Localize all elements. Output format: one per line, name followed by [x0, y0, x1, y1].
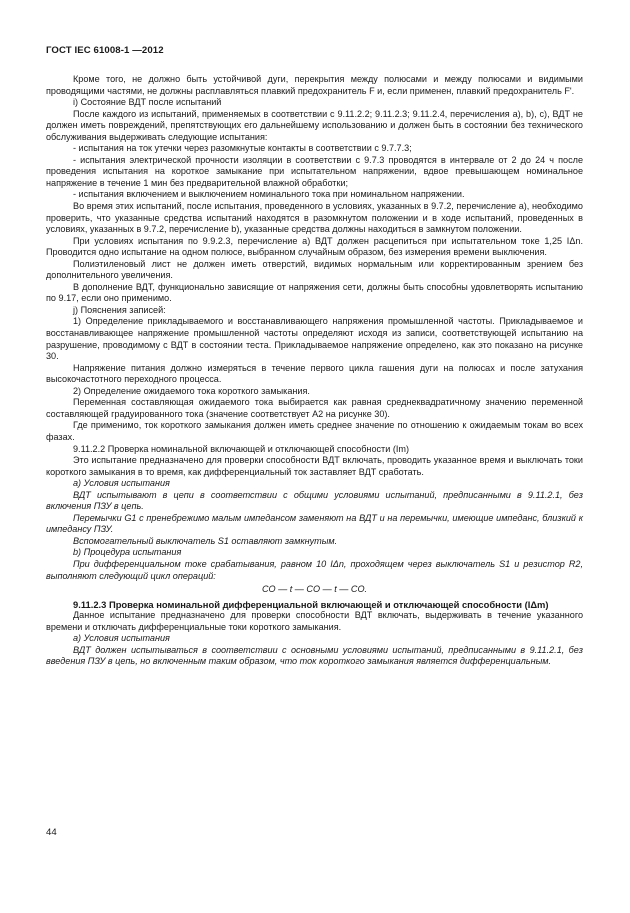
paragraph: Переменная составляющая ожидаемого тока выбирается как равная среднеквадратичному значению переменной составляющей градуированного тока (значение соответствует A2 на рисунке 30).	[46, 397, 583, 419]
paragraph: i) Состояние ВДТ после испытаний	[73, 97, 222, 108]
paragraph: b) Процедура испытания	[73, 547, 182, 558]
paragraph: а) Условия испытания	[73, 478, 170, 489]
paragraph: Данное испытание предназначено для проверки способности ВДТ включать, выдерживать в течение указанного времени и отключать дифференциальные токи короткого замыкания.	[46, 610, 583, 632]
section-heading: 9.11.2.2 Проверка номинальной включающей и отключающей способности (Im)	[73, 443, 409, 454]
paragraph: В дополнение ВДТ, функционально зависящие от напряжения сети, должны быть способны удовлетворять испытанию по 9.17, если оно применимо.	[46, 281, 583, 304]
paragraph: После каждого из испытаний, применяемых в соответствии с 9.11.2.2; 9.11.2.3; 9.11.2.4, перечисления а), b), с), ВДТ не должен иметь повреждений, препятствующих его дальнейшему использованию и должен быть в состоянии без технического обслуживания выдерживать следующие испытания:	[46, 108, 583, 142]
paragraph: Вспомогательный выключатель S1 оставляют замкнутым.	[73, 535, 338, 546]
standard-header: ГОСТ IEC 61008-1 —2012	[46, 45, 164, 56]
paragraph: 1) Определение прикладываемого и восстанавливающего напряжения промышленной частоты. Прикладываемое и восстанавливающее напряжение промышленной частоты определяют исходя из записи, соответствующей испытанию на разрушение, проводимому с ВДТ в состоянии теста. Прикладываемое напряжение определено, как это показано на рисунке 30.	[46, 316, 583, 362]
paragraph: Где применимо, ток короткого замыкания должен иметь среднее значение по отношению к ожидаемым токам во всех фазах.	[46, 420, 583, 442]
paragraph: ВДТ испытывают в цепи в соответствии с общими условиями испытаний, предписанными в 9.11.2.1, без включения ПЗУ в цепь.	[46, 489, 583, 512]
section-heading: 9.11.2.3 Проверка номинальной дифференциальной включающей и отключающей способности (IΔm)	[73, 598, 549, 610]
body-text	[46, 74, 583, 668]
paragraph: - испытания включением и выключением номинального тока при номинальном напряжении.	[73, 189, 465, 200]
paragraph: а) Условия испытания	[73, 633, 170, 644]
paragraph: 2) Определение ожидаемого тока короткого замыкания.	[73, 385, 310, 396]
paragraph: Перемычки G1 с пренебрежимо малым импедансом заменяют на ВДТ и на перемычки, имеющие импеданс, близкий к импедансу ПЗУ.	[46, 512, 583, 535]
paragraph: ВДТ должен испытываться в соответствии с основными условиями испытаний, предписанными в 9.11.2.1, без введения ПЗУ в цепь, но включенным таким образом, что ток короткого замыкания является дифференциальным.	[46, 644, 583, 667]
paragraph: Кроме того, не должно быть устойчивой дуги, перекрытия между полюсами и между полюсами и видимыми проводящими частями, не должны расплавляться плавкий предохранитель F и, если применен, плавкий предохранитель F'.	[46, 74, 583, 96]
paragraph: j) Пояснения записей:	[73, 304, 166, 315]
page-number: 44	[46, 827, 57, 838]
paragraph: Во время этих испытаний, после испытания, проведенного в условиях, указанных в 9.7.2, перечисление а), необходимо проверить, что указанные средства испытаний находятся в разомкнутом положении и в ходе испытаний, проведенных в условиях, указанных в 9.7.2, перечисление b), указанные средства должны находиться в замкнутом положении.	[46, 201, 583, 235]
paragraph: Это испытание предназначено для проверки способности ВДТ включать, проводить указанное время и выключать токи короткого замыкания в то время, как дифференциальный ток заставляет ВДТ сработать.	[46, 455, 583, 477]
operation-cycle: CO — t — CO — t — CO.	[261, 584, 368, 595]
paragraph: При условиях испытания по 9.9.2.3, перечисление а) ВДТ должен расцепиться при испытательном токе 1,25 IΔn. Проводится одно испытание на одном полюсе, выбранном случайным образом, без измерения времени выключения.	[46, 235, 583, 258]
paragraph: - испытания электрической прочности изоляции в соответствии с 9.7.3 проводятся в интервале от 2 до 24 ч после проведения испытания на короткое замыкание при испытательном напряжении, вдвое превышающем номинальное напряжение в течение 1 мин без предварительной влажной обработки;	[46, 154, 583, 188]
paragraph: Полиэтиленовый лист не должен иметь отверстий, видимых нормальным или корректированным зрением без дополнительного увеличения.	[46, 258, 583, 281]
paragraph: Напряжение питания должно измеряться в течение первого цикла гашения дуги на полюсах и после затухания высокочастотного переходного процесса.	[46, 362, 583, 385]
paragraph: - испытания на ток утечки через разомкнутые контакты в соответствии с 9.7.7.3;	[73, 143, 412, 154]
paragraph: При дифференциальном токе срабатывания, равном 10 IΔn, проходящем через выключатель S1 и резистор R2, выполняют следующий цикл операций:	[46, 558, 583, 581]
